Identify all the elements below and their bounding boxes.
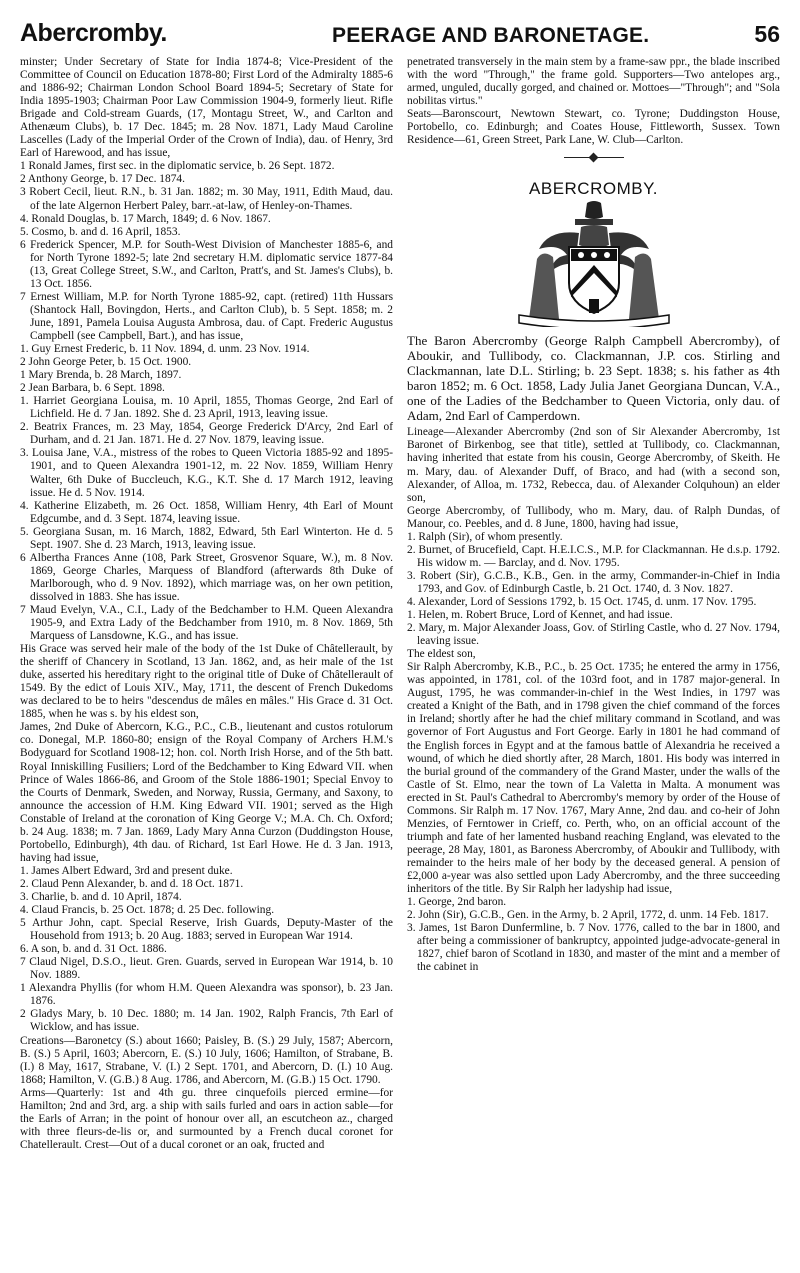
list-item: 4. Katherine Elizabeth, m. 26 Oct. 1858, William Henry, 4th Earl of Mount Edgcumbe, and d. 3 Sept. 1874, leaving issue. bbox=[20, 499, 393, 525]
paragraph: minster; Under Secretary of State for India 1874-8; Vice-President of the Committee of Council on Education 1878-80; First Lord of the Admiralty 1885-6 and 1886-92; Chairman London School Board 1894-5; Secretary of State for India 1895-1903; Chairman Poor Law Commission 1904-9, formerly lieut. Rifle Brigade and Cold-stream Guards, (17, Montagu Street, W., and Carlton and Athenæum Clubs), b. 17 Dec. 1845; m. 28 Nov. 1871, Lady Maud Caroline Lascelles (Lady of the Imperial Order of the Crown of India), dau. of Henry, 3rd Earl of Harewood, and has issue, bbox=[20, 56, 393, 160]
list-item: 2. Burnet, of Brucefield, Capt. H.E.I.C.S., M.P. for Clackmannan. He d.s.p. 1792. His widow m. — Barclay, and d. Nov. 1795. bbox=[407, 543, 780, 569]
list-item: 7 Maud Evelyn, V.A., C.I., Lady of the Bedchamber to H.M. Queen Alexandra 1905-9, and Extra Lady of the Bedchamber from 1910, m. 8 Nov. 1869, 5th Marquess of Lansdowne, K.G., and has issue. bbox=[20, 603, 393, 643]
paragraph: The eldest son, bbox=[407, 648, 476, 661]
list-item: 1. Harriet Georgiana Louisa, m. 10 April, 1855, Thomas George, 2nd Earl of Lichfield. He d. 7 Jan. 1892. She d. 23 April, 1913, leaving issue. bbox=[20, 395, 393, 421]
paragraph: penetrated transversely in the main stem by a frame-saw ppr., the blade inscribed with the word "Through," the frame gold. Supporters—Two antelopes arg., armed, unguled, ducally gorged, and chained or. Mottoes—"Through"; and "Sola nobilitas virtus." bbox=[407, 56, 780, 108]
list-item: 1. Ralph (Sir), of whom presently. bbox=[407, 530, 563, 543]
list-item: 1 Alexandra Phyllis (for whom H.M. Queen Alexandra was sponsor), b. 23 Jan. 1876. bbox=[20, 982, 393, 1008]
lineage-paragraph: Lineage—Alexander Abercromby (2nd son of Sir Alexander Abercromby, 1st Baronet of Birkenbog, see that title), settled at Tullibody, co. Clackmannan, having inherited that estate from his cousin, George Abercromby, of Skeith. He m. Mary, dau. of Alexander Duff, of Braco, and had (with a second son, Alexander, of Alloa, m. 1732, Rebecca, dau. of Alexander Colquhoun) an elder son, bbox=[407, 426, 780, 504]
peer-lead-paragraph: The Baron Abercromby (George Ralph Campbell Abercromby), of Aboukir, and Tullibody, co. Clackmannan, J.P. cos. Stirling and Clackmannan, late D.L. Stirling; b. 23 Sept. 1838; s. his father as 4th baron 1852; m. 6 Oct. 1858, Lady Julia Janet Georgiana Duncan, V.A., one of the Ladies of the Bedchamber to Queen Victoria, only dau. of Adam, 2nd Earl of Camperdown. bbox=[407, 333, 780, 424]
list-item: 2. Claud Penn Alexander, b. and d. 18 Oct. 1871. bbox=[20, 877, 244, 890]
right-column bbox=[407, 56, 780, 1152]
header-family-name: Abercromby. bbox=[20, 19, 167, 47]
list-item: 3 Robert Cecil, lieut. R.N., b. 31 Jan. 1882; m. 30 May, 1911, Edith Maud, dau. of the late Algernon Herbert Paley, barr.-at-law, of Henley-on-Thames. bbox=[20, 186, 393, 212]
coat-of-arms-icon bbox=[407, 199, 780, 327]
list-item: 2. Mary, m. Major Alexander Joass, Gov. of Stirling Castle, who d. 27 Nov. 1794, leaving issue. bbox=[407, 622, 780, 648]
paragraph: His Grace was served heir male of the body of the 1st Duke of Châtellerault, by the sheriff of Chancery in Scotland, 13 Jan. 1862, and, as heir male of the 1st duke, asserted his hereditary right to the original title of Duke of Châtellerault of 1549. By the edict of Louis XIV., May, 1711, the descent of French Dukedoms was declared to be to heirs "descendus de mâles en mâles." His Grace d. 31 Oct. 1885, when he was s. by his eldest son, bbox=[20, 643, 393, 721]
two-column-body bbox=[20, 56, 780, 1152]
paragraph: Sir Ralph Abercromby, K.B., P.C., b. 25 Oct. 1735; he entered the army in 1756, was appointed, in 1781, col. of the 103rd foot, and in 1787 major-general. In August, 1795, he was commander-in-chief in the West Indies, in 1797 was created a Knight of the Bath, and in 1798 given the chief command of the forces in Ireland; shortly after he had the chief military command in Scotland, and was governor of Fort Augustus and Fort George. Early in 1801 he had command of the English forces in Egypt and at the famous battle of Alexandria he received a wound, of which he died shortly after, 28 March, 1801. His body was interred in the burial ground of the commandery of the Grand Master, under the walls of the Castle of St. Elmo, near the town of La Valetta in Malta. A monument was erected in St. Paul's Cathedral to Abercromby's memory by order of the House of Commons. Sir Ralph m. 17 Nov. 1767, Mary Anne, 2nd dau. and co-heir of John Menzies, of Ferntower in Crieff, co. Perth, who, on an official account of the triumph and fate of her lamented husband reaching England, was elevated to the peerage, 28 May, 1801, as Baroness Abercromby, of Aboukir and Tullibody, with remainder to the heirs male of her body by the deceased general. A pension of £2,000 a-year was also settled upon Lady Abercromby, and the three succeeding inheritors of the title. By Sir Ralph her ladyship had issue, bbox=[407, 661, 780, 896]
list-item: 4. Alexander, Lord of Sessions 1792, b. 15 Oct. 1745, d. unm. 17 Nov. 1795. bbox=[407, 595, 757, 608]
list-item: 5 Arthur John, capt. Special Reserve, Irish Guards, Deputy-Master of the Household from 1913; b. 20 Aug. 1883; served in European War 1914. bbox=[20, 917, 393, 943]
list-item: 2. Beatrix Frances, m. 23 May, 1854, George Frederick D'Arcy, 2nd Earl of Durham, and d. 21 Jan. 1871. He d. 27 Nov. 1879, leaving issue. bbox=[20, 421, 393, 447]
arms-paragraph: Arms—Quarterly: 1st and 4th gu. three cinquefoils pierced ermine—for Hamilton; 2nd and 3rd, arg. a ship with sails furled and oars in action sable—for the Earls of Arran; in the point of honour over all, an escutcheon az., charged with three fleurs-de-lis or, and surmounted by a French ducal coronet for Chatellerault. Crest—Out of a ducal coronet or an oak, fructed and bbox=[20, 1086, 393, 1151]
left-column bbox=[20, 56, 393, 1152]
list-item: 1. Helen, m. Robert Bruce, Lord of Kennet, and had issue. bbox=[407, 609, 673, 622]
list-item: 6 Albertha Frances Anne (108, Park Street, Grosvenor Square, W.), m. 8 Nov. 1869, George Charles, Marquess of Blandford (afterwards 8th Duke of Marlborough, who d. 9 Nov. 1892), which marriage was, on her own petition, dissolved in 1883. She has issue. bbox=[20, 551, 393, 603]
list-item: 2 Gladys Mary, b. 10 Dec. 1880; m. 14 Jan. 1902, Ralph Francis, 7th Earl of Wicklow, and has issue. bbox=[20, 1008, 393, 1034]
section-divider bbox=[564, 157, 624, 158]
paragraph: James, 2nd Duke of Abercorn, K.G., P.C., C.B., lieutenant and custos rotulorum co. Donegal, M.P. 1860-80; ensign of the Royal Company of Archers H.M.'s Bodyguard for Scotland 1908-12; hon. col. North Irish Horse, and of the 5th batt. Royal Inniskilling Fusiliers; Lord of the Bedchamber to King Edward VII. when Prince of Wales 1866-86, and Groom of the Stole 1886-1901; Special Envoy to the Courts of Denmark, Sweden, and Norway, Russia, Germany, and Saxony, to announce the accession of H.M. King Edward VII. 1901; served as the High Constable of Ireland at the coronation of King George V.; M.A. Ch. Ch. Oxford; b. 24 Aug. 1838; m. 7 Jan. 1869, Lady Mary Anna Curzon (Duddingston House, Portobello, Edinburgh), 4th dau. of Richard, 1st Earl Howe. He d. 3 Jan. 1913, having had issue, bbox=[20, 721, 393, 864]
list-item: 2. John (Sir), G.C.B., Gen. in the Army, b. 2 April, 1772, d. unm. 14 Feb. 1817. bbox=[407, 909, 769, 922]
list-item: 3. Robert (Sir), G.C.B., K.B., Gen. in the army, Commander-in-Chief in India 1793, and Gov. of Edinburgh Castle, b. 21 Oct. 1740, d. 3 Nov. 1827. bbox=[407, 569, 780, 595]
list-item: 1. Guy Ernest Frederic, b. 11 Nov. 1894, d. unm. 23 Nov. 1914. bbox=[20, 343, 310, 356]
list-item: 7 Claud Nigel, D.S.O., lieut. Gren. Guards, served in European War 1914, b. 10 Nov. 1889. bbox=[20, 956, 393, 982]
list-item: 3. James, 1st Baron Dunfermline, b. 7 Nov. 1776, called to the bar in 1800, and after being a commissioner of bankruptcy, appointed judge-advocate-general in 1827, chief baron of Scotland in 1830, and master of the mint and a member of the cabinet in bbox=[407, 922, 780, 974]
header-title: PEERAGE AND BARONETAGE. bbox=[331, 24, 650, 47]
list-item: 4. Claud Francis, b. 25 Oct. 1878; d. 25 Dec. following. bbox=[20, 904, 275, 917]
paragraph: George Abercromby, of Tullibody, who m. Mary, dau. of Ralph Dundas, of Manour, co. Peebles, and d. 8 June, 1800, having had issue, bbox=[407, 504, 780, 530]
list-item: 5. Georgiana Susan, m. 16 March, 1882, Edward, 5th Earl Winterton. He d. 5 Sept. 1907. She d. 23 March, 1913, leaving issue. bbox=[20, 525, 393, 551]
list-item: 3. Charlie, b. and d. 10 April, 1874. bbox=[20, 891, 182, 903]
page-number: 56 bbox=[754, 21, 780, 47]
coat-of-arms-drawing bbox=[509, 199, 679, 327]
seats-paragraph: Seats—Baronscourt, Newtown Stewart, co. Tyrone; Duddingston House, Portobello, co. Edinburgh; and Coates House, Fittleworth, Sussex. Town Residence—61, Green Street, Park Lane, W. Club—Carlton. bbox=[407, 108, 780, 147]
list-item: 2 John George Peter, b. 15 Oct. 1900. bbox=[20, 356, 192, 369]
list-item: 2 Anthony George, b. 17 Dec. 1874. bbox=[20, 173, 185, 186]
family-heading: ABERCROMBY. bbox=[529, 179, 658, 199]
list-item: 5. Cosmo, b. and d. 16 April, 1853. bbox=[20, 225, 181, 238]
list-item: 2 Jean Barbara, b. 6 Sept. 1898. bbox=[20, 382, 165, 395]
list-item: 6. A son, b. and d. 31 Oct. 1886. bbox=[20, 943, 167, 956]
list-item: 1. James Albert Edward, 3rd and present duke. bbox=[20, 864, 233, 877]
list-item: 1. George, 2nd baron. bbox=[407, 896, 507, 909]
list-item: 6 Frederick Spencer, M.P. for South-West Division of Manchester 1885-6, and for North Tyrone 1892-5; late 2nd secretary H.M. diplomatic service 1877-84 (13, Great College Street, S.W., and Carlton, Pratt's, and St. James's Clubs), b. 13 Oct. 1856. bbox=[20, 238, 393, 290]
list-item: 4. Ronald Douglas, b. 17 March, 1849; d. 6 Nov. 1867. bbox=[20, 212, 271, 225]
list-item: 1 Mary Brenda, b. 28 March, 1897. bbox=[20, 369, 182, 382]
list-item: 7 Ernest William, M.P. for North Tyrone 1885-92, capt. (retired) 11th Hussars (Shantock Hall, Bovingdon, Herts., and Carlton Club), b. 5 Sept. 1858; m. 2 June, 1891, Pamela Louisa Augusta Ambrosa, dau. of Capt. Frederic Augustus Campbell (see Campbell, Bart.), and has issue, bbox=[20, 290, 393, 342]
list-item: 3. Louisa Jane, V.A., mistress of the robes to Queen Victoria 1885-92 and 1895-1901, and to Queen Alexandra 1901-12, m. 22 Nov. 1859, William Henry Walter, 6th Duke of Buccleuch, K.G., K.T. She d. 17 March 1912, leaving issue. He d. 5 Nov. 1914. bbox=[20, 447, 393, 499]
list-item: 1 Ronald James, first sec. in the diplomatic service, b. 26 Sept. 1872. bbox=[20, 160, 335, 173]
creations-paragraph: Creations—Baronetcy (S.) about 1660; Paisley, B. (S.) 29 July, 1587; Abercorn, B. (S.) 5 April, 1603; Abercorn, E. (S.) 10 July, 1606; Hamilton, of Strabane, B. (I.) 8 May, 1617, Strabane, V. (I.) 2 Sept. 1701, and Abercorn, D. (I.) 10 Aug. 1868; Hamilton, V. (G.B.) 8 Aug. 1786, and Abercorn, M. (G.B.) 15 Oct. 1790. bbox=[20, 1034, 393, 1086]
running-header bbox=[20, 0, 780, 52]
